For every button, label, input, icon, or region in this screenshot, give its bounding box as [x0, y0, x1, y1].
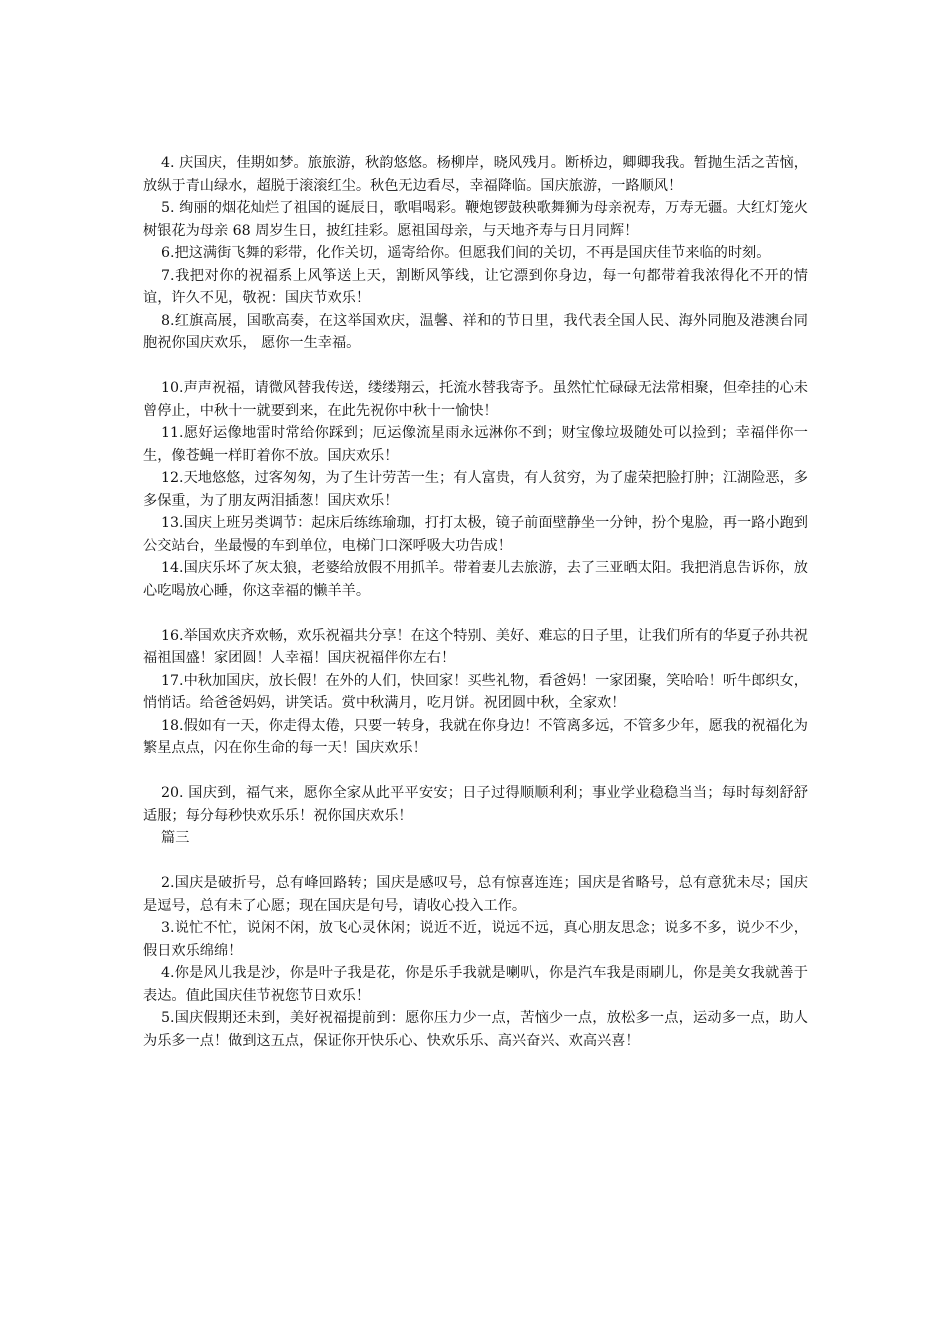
paragraph-20: 20. 国庆到，福气来，愿你全家从此平平安安；日子过得顺顺利利；事业学业稳稳当当；每时每刻舒舒适服；每分每秒快欢乐乐！祝你国庆欢乐！ — [143, 785, 808, 824]
paragraph-14: 14.国庆乐坏了灰太狼，老婆给放假不用抓羊。带着妻儿去旅游，去了三亚晒太阳。我把消息告诉你，放心吃喝放心睡，你这幸福的懒羊羊。 — [143, 560, 808, 599]
section3-paragraph-5: 5.国庆假期还未到，美好祝福提前到：愿你压力少一点，苦恼少一点，放松多一点，运动多一点，助人为乐多一点！做到这五点，保证你开快乐心、快欢乐乐、高兴奋兴、欢高兴喜！ — [143, 1010, 808, 1049]
paragraph-7: 7.我把对你的祝福系上风筝送上天，割断风筝线，让它漂到你身边，每一句都带着我浓得化不开的情谊，许久不见，敬祝：国庆节欢乐！ — [143, 267, 808, 306]
document-body — [143, 152, 808, 1052]
paragraph-10: 10.声声祝福，请微风替我传送，缕缕翔云，托流水替我寄予。虽然忙忙碌碌无法常相聚，但牵挂的心未曾停止，中秋十一就要到来，在此先祝你中秋十一愉快！ — [143, 380, 808, 419]
blank-line — [143, 602, 808, 625]
blank-line — [143, 760, 808, 783]
paragraph-18: 18.假如有一天，你走得太倦，只要一转身，我就在你身边！不管离多远，不管多少年，愿我的祝福化为繁星点点，闪在你生命的每一天！国庆欢乐！ — [143, 717, 808, 756]
blank-line — [143, 850, 808, 873]
paragraph-6: 6.把这满街飞舞的彩带，化作关切，遥寄给你。但愿我们间的关切，不再是国庆佳节来临的时刻。 — [161, 245, 771, 261]
blank-line — [143, 355, 808, 378]
paragraph-11: 11.愿好运像地雷时常给你踩到；厄运像流星雨永远淋你不到；财宝像垃圾随处可以捡到；幸福伴你一生，像苍蝇一样盯着你不放。国庆欢乐！ — [143, 425, 808, 464]
section3-paragraph-2: 2.国庆是破折号，总有峰回路转；国庆是感叹号，总有惊喜连连；国庆是省略号，总有意犹未尽；国庆是逗号，总有未了心愿；现在国庆是句号，请收心投入工作。 — [143, 875, 808, 914]
paragraph-4: 4. 庆国庆，佳期如梦。旅旅游，秋韵悠悠。杨柳岸，晓风残月。断桥边，卿卿我我。暂抛生活之苦恼，放纵于青山绿水，超脱于滚滚红尘。秋色无边看尽，幸福降临。国庆旅游，一路顺风！ — [143, 155, 808, 194]
paragraph-13: 13.国庆上班另类调节：起床后练练瑜珈，打打太极，镜子前面壁静坐一分钟，扮个鬼脸，再一路小跑到公交站台，坐最慢的车到单位，电梯门口深呼吸大功告成！ — [143, 515, 808, 554]
paragraph-12: 12.天地悠悠，过客匆匆，为了生计劳苦一生；有人富贵，有人贫穷，为了虚荣把脸打肿；江湖险恶，多多保重，为了朋友两泪插葱！国庆欢乐！ — [143, 470, 808, 509]
section3-paragraph-4: 4.你是风儿我是沙，你是叶子我是花，你是乐手我就是喇叭，你是汽车我是雨刷儿，你是美女我就善于表达。值此国庆佳节祝您节日欢乐！ — [143, 965, 808, 1004]
paragraph-5: 5. 绚丽的烟花灿烂了祖国的诞辰日，歌唱喝彩。鞭炮锣鼓秧歌舞狮为母亲祝寿，万寿无疆。大红灯笼火树银花为母亲 68 周岁生日，披红挂彩。愿祖国母亲，与天地齐寿与日月同辉！ — [143, 200, 808, 239]
paragraph-8: 8.红旗高展，国歌高奏，在这举国欢庆，温馨、祥和的节日里，我代表全国人民、海外同胞及港澳台同胞祝你国庆欢乐， 愿你一生幸福。 — [143, 312, 808, 351]
paragraph-17: 17.中秋加国庆，放长假！在外的人们，快回家！买些礼物，看爸妈！一家团聚，笑哈哈！听牛郎织女，悄悄话。给爸爸妈妈，讲笑话。赏中秋满月，吃月饼。祝团圆中秋，全家欢！ — [143, 672, 808, 711]
section-heading: 篇三 — [161, 830, 190, 846]
section3-paragraph-3: 3.说忙不忙，说闲不闲，放飞心灵休闲；说近不近，说远不远，真心朋友思念；说多不多，说少不少，假日欢乐绵绵！ — [143, 920, 808, 959]
paragraph-16: 16.举国欢庆齐欢畅，欢乐祝福共分享！在这个特别、美好、难忘的日子里，让我们所有的华夏子孙共祝福祖国盛！家团圆！人幸福！国庆祝福伴你左右！ — [143, 627, 808, 666]
